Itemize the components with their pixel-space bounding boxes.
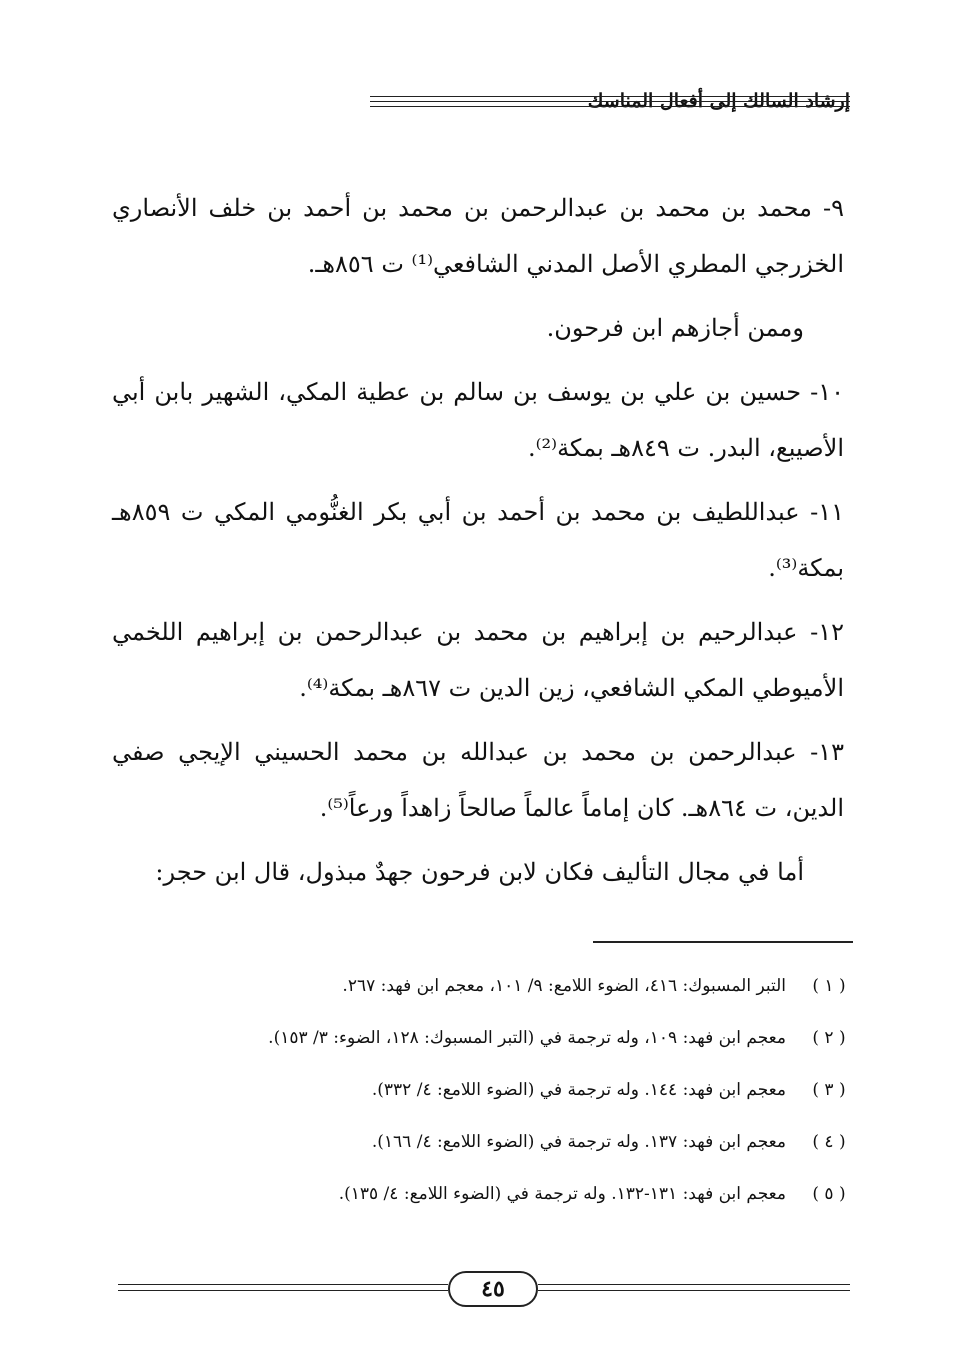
paragraph-entry-11: ١١- عبداللطيف بن محمد بن أحمد بن أبي بكر الغنُّومي المكي ت ٨٥٩هـ بمكة⁽³⁾. bbox=[112, 498, 844, 582]
footnote-number: ( ١ ) bbox=[812, 976, 846, 996]
footer-rule-left-top bbox=[118, 1284, 448, 1285]
footer-rule-left-bottom bbox=[118, 1290, 448, 1291]
main-text bbox=[112, 180, 844, 908]
footnote-text: التبر المسبوك: ٤١٦، الضوء اللامع: ٩/ ١٠١، معجم ابن فهد: ٢٦٧. bbox=[342, 976, 786, 996]
footnote-text: معجم ابن فهد: ١٤٤. وله ترجمة في (الضوء اللامع: ٤/ ٣٣٢). bbox=[371, 1080, 786, 1100]
page-footer bbox=[118, 1271, 850, 1307]
footnotes bbox=[112, 963, 854, 1223]
footnote-2 bbox=[112, 1015, 854, 1067]
page-number: ٤٥ bbox=[448, 1271, 538, 1307]
footnote-number: ( ٥ ) bbox=[812, 1184, 846, 1204]
footer-rule-right-top bbox=[538, 1284, 850, 1285]
footer-rule-right-bottom bbox=[538, 1290, 850, 1291]
footnote-text: معجم ابن فهد: ١٠٩، وله ترجمة في (التبر المسبوك: ١٢٨، الضوء: ٣/ ١٥٣). bbox=[268, 1028, 786, 1048]
paragraph-authorship: أما في مجال التأليف فكان لابن فرحون جهدٌ مبذول، قال ابن حجر: bbox=[155, 858, 804, 886]
header-rule-bottom bbox=[370, 106, 850, 107]
header-rule-middle bbox=[370, 101, 850, 102]
paragraph-entry-13: ١٣- عبدالرحمن بن محمد بن عبدالله بن محمد الحسيني الإيجي صفي الدين، ت ٨٦٤هـ. كان إماماً عالماً صالحاً زاهداً ورعاً⁽⁵⁾. bbox=[112, 738, 844, 822]
footnote-number: ( ٢ ) bbox=[812, 1028, 846, 1048]
footnote-4 bbox=[112, 1119, 854, 1171]
running-header bbox=[108, 86, 850, 116]
footnote-5 bbox=[112, 1171, 854, 1223]
footnote-number: ( ٤ ) bbox=[812, 1132, 846, 1152]
footnote-number: ( ٣ ) bbox=[812, 1080, 846, 1100]
footnote-separator bbox=[593, 941, 853, 943]
paragraph-entry-12: ١٢- عبدالرحيم بن إبراهيم بن محمد بن عبدالرحمن بن إبراهيم اللخمي الأميوطي المكي الشافعي، زين الدين ت ٨٦٧هـ بمكة⁽⁴⁾. bbox=[112, 618, 844, 702]
paragraph-entry-9: ٩- محمد بن محمد بن عبدالرحمن بن محمد بن أحمد بن خلف الأنصاري الخزرجي المطري الأصل المدني الشافعي⁽¹⁾ ت ٨٥٦هـ. bbox=[112, 194, 844, 278]
paragraph-licensed-intro: وممن أجازهم ابن فرحون. bbox=[546, 314, 804, 342]
header-rule-top bbox=[370, 96, 850, 97]
running-header-title: إرشاد السالك إلى أفعال المناسك bbox=[587, 90, 850, 112]
footnote-3 bbox=[112, 1067, 854, 1119]
footnote-text: معجم ابن فهد: ١٣٧. وله ترجمة في (الضوء اللامع: ٤/ ١٦٦). bbox=[371, 1132, 786, 1152]
footnote-text: معجم ابن فهد: ١٣١-١٣٢. وله ترجمة في (الضوء اللامع: ٤/ ١٣٥). bbox=[338, 1184, 786, 1204]
footnote-1 bbox=[112, 963, 854, 1015]
paragraph-entry-10: ١٠- حسين بن علي بن يوسف بن سالم بن عطية المكي، الشهير بابن أبي الأصيبع، البدر. ت ٨٤٩هـ بمكة⁽²⁾. bbox=[112, 378, 844, 462]
